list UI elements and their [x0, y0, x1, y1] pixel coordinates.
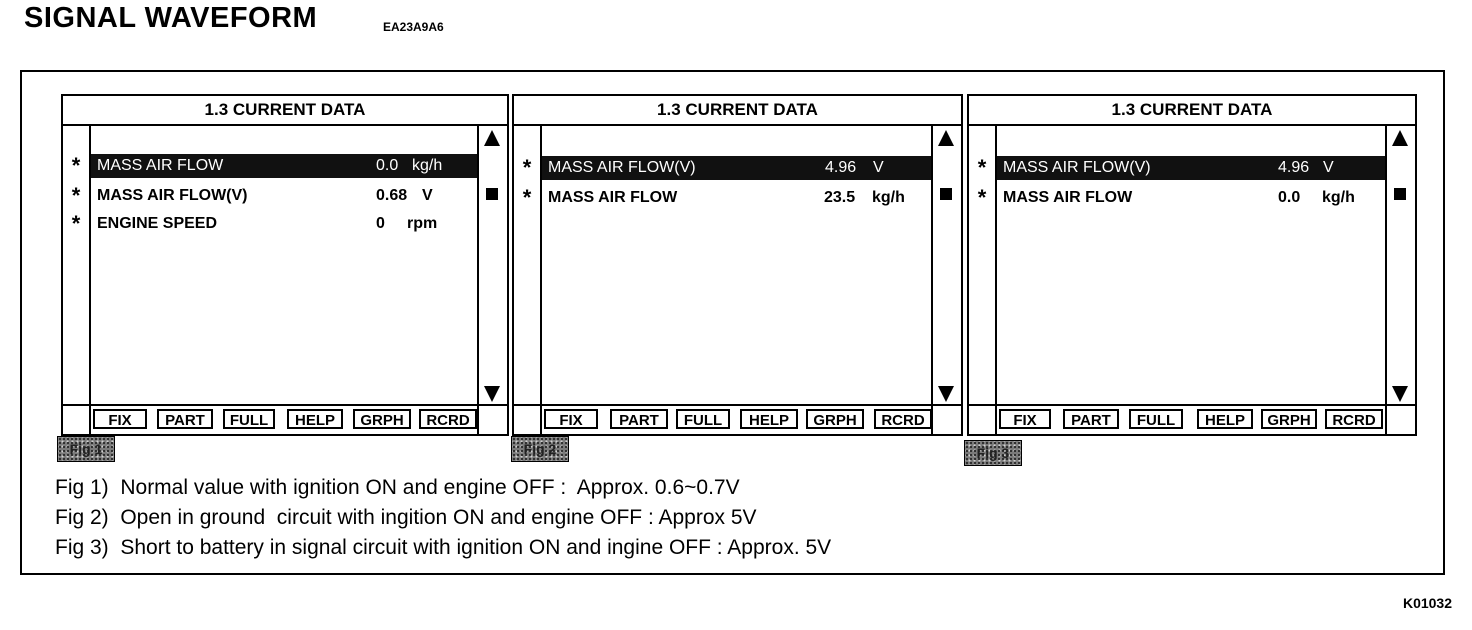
note-fig-3: Fig 3) Short to battery in signal circuit with ignition ON and ingine OFF : Approx. 5V — [55, 536, 832, 559]
scrollbar[interactable] — [1385, 126, 1415, 406]
current-data-panel-3 — [967, 94, 1417, 436]
row-label: MASS AIR FLOW — [548, 189, 678, 206]
row-label: MASS AIR FLOW — [97, 157, 224, 174]
rcrd-button[interactable]: RCRD — [874, 409, 932, 429]
fix-button[interactable]: FIX — [544, 409, 598, 429]
row-label: MASS AIR FLOW(V) — [97, 187, 248, 204]
scroll-down-arrow-icon[interactable] — [938, 386, 954, 402]
figure-code: K01032 — [1402, 595, 1452, 611]
note-fig-2: Fig 2) Open in ground circuit with ingition ON and engine OFF : Approx 5V — [55, 506, 757, 529]
button-bar — [63, 404, 507, 434]
rcrd-button[interactable]: RCRD — [419, 409, 477, 429]
scroll-down-arrow-icon[interactable] — [1392, 386, 1408, 402]
asterisk-icon: * — [977, 155, 987, 180]
row-value: 23.5 — [824, 189, 856, 206]
data-row-mass-air-flow[interactable] — [542, 186, 931, 210]
help-button[interactable]: HELP — [1197, 409, 1253, 429]
fig-2-tag: Fig 2 — [511, 436, 569, 462]
asterisk-icon: * — [71, 211, 81, 236]
grph-button[interactable]: GRPH — [1261, 409, 1317, 429]
scroll-thumb-icon[interactable] — [484, 188, 500, 204]
data-row-mass-air-flow[interactable] — [91, 154, 477, 178]
help-button[interactable]: HELP — [287, 409, 343, 429]
data-row-engine-speed[interactable] — [91, 212, 477, 236]
part-button[interactable]: PART — [157, 409, 213, 429]
scroll-thumb-icon[interactable] — [1392, 188, 1408, 204]
panel-header: 1.3 CURRENT DATA — [969, 96, 1415, 126]
full-button[interactable]: FULL — [223, 409, 275, 429]
row-value: 0.68 — [376, 187, 408, 204]
scroll-down-arrow-icon[interactable] — [484, 386, 500, 402]
row-unit: kg/h — [412, 157, 443, 174]
data-row-mass-air-flow-v[interactable] — [997, 156, 1385, 180]
part-button[interactable]: PART — [610, 409, 668, 429]
row-unit: V — [873, 159, 884, 176]
row-label: MASS AIR FLOW(V) — [548, 159, 696, 176]
fix-button[interactable]: FIX — [999, 409, 1051, 429]
panel-header: 1.3 CURRENT DATA — [63, 96, 507, 126]
row-value: 0.0 — [1278, 189, 1301, 206]
grph-button[interactable]: GRPH — [353, 409, 411, 429]
row-label: MASS AIR FLOW(V) — [1003, 159, 1151, 176]
scrollbar[interactable] — [477, 126, 507, 406]
asterisk-icon: * — [522, 185, 532, 210]
help-button[interactable]: HELP — [740, 409, 798, 429]
scrollbar[interactable] — [931, 126, 961, 406]
data-row-mass-air-flow-v[interactable] — [91, 184, 477, 208]
fig-1-tag: Fig 1 — [57, 436, 115, 462]
current-data-panel-1 — [61, 94, 509, 436]
panel-header: 1.3 CURRENT DATA — [514, 96, 961, 126]
marker-column — [63, 126, 91, 406]
row-value: 0 — [376, 215, 385, 232]
fig-3-tag: Fig 3 — [964, 440, 1022, 466]
asterisk-icon: * — [977, 185, 987, 210]
scroll-thumb-icon[interactable] — [938, 188, 954, 204]
page-title: SIGNAL WAVEFORM — [24, 2, 318, 34]
document-code: EA23A9A6 — [383, 20, 444, 34]
row-value: 4.96 — [1278, 159, 1310, 176]
marker-column — [514, 126, 542, 406]
fix-button[interactable]: FIX — [93, 409, 147, 429]
part-button[interactable]: PART — [1063, 409, 1119, 429]
full-button[interactable]: FULL — [1129, 409, 1183, 429]
row-unit: V — [1323, 159, 1334, 176]
button-bar — [969, 404, 1415, 434]
asterisk-icon: * — [522, 155, 532, 180]
row-label: ENGINE SPEED — [97, 215, 218, 232]
asterisk-icon: * — [71, 183, 81, 208]
row-unit: rpm — [407, 215, 438, 232]
button-bar — [514, 404, 961, 434]
row-label: MASS AIR FLOW — [1003, 189, 1133, 206]
note-fig-1: Fig 1) Normal value with ignition ON and engine OFF : Approx. 0.6~0.7V — [55, 476, 740, 499]
grph-button[interactable]: GRPH — [806, 409, 864, 429]
marker-column — [969, 126, 997, 406]
row-unit: kg/h — [872, 189, 905, 206]
row-unit: V — [422, 187, 433, 204]
data-row-mass-air-flow[interactable] — [997, 186, 1385, 210]
row-value: 0.0 — [376, 157, 399, 174]
asterisk-icon: * — [71, 153, 81, 178]
current-data-panel-2 — [512, 94, 963, 436]
rcrd-button[interactable]: RCRD — [1325, 409, 1383, 429]
data-row-mass-air-flow-v[interactable] — [542, 156, 931, 180]
scroll-up-arrow-icon[interactable] — [938, 130, 954, 146]
row-unit: kg/h — [1322, 189, 1355, 206]
full-button[interactable]: FULL — [676, 409, 730, 429]
scroll-up-arrow-icon[interactable] — [1392, 130, 1408, 146]
row-value: 4.96 — [825, 159, 857, 176]
scroll-up-arrow-icon[interactable] — [484, 130, 500, 146]
